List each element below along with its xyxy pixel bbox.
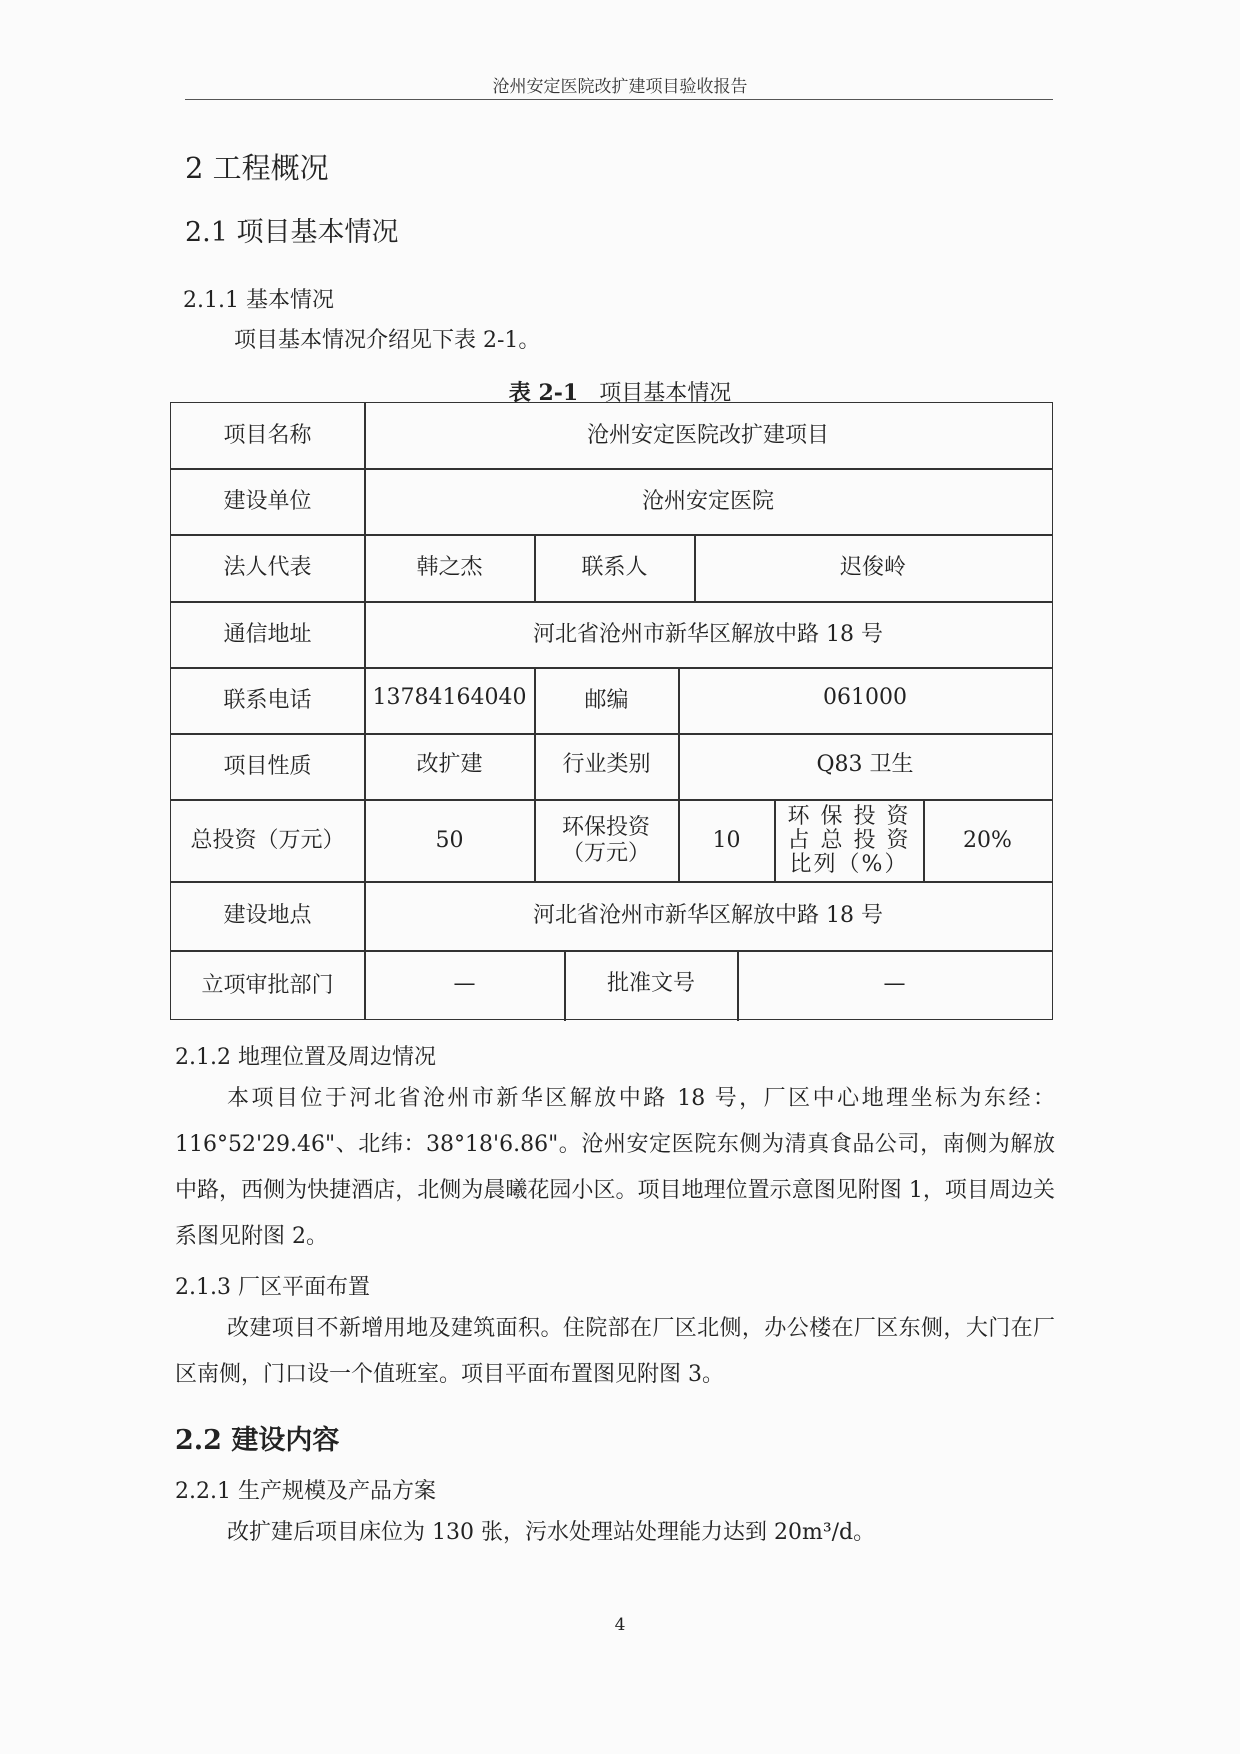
intro-text: 项目基本情况介绍见下表 2-1。 (234, 328, 541, 353)
value-project-name: 沧州安定医院改扩建项目 (586, 422, 829, 448)
label-contact-person: 联系人 (581, 555, 648, 580)
section-2-2-heading: 2.2 建设内容 (175, 1425, 340, 1456)
label-approval-department: 立项审批部门 (201, 973, 334, 998)
label-industry: 行业类别 (562, 752, 651, 777)
value-project-nature: 改扩建 (416, 752, 483, 777)
value-construction-site: 河北省沧州市新华区解放中路 18 号 (533, 903, 883, 928)
location-paragraph: 本项目位于河北省沧州市新华区解放中路 18 号，厂区中心地理坐标为东经：116°52'29.46"、北纬：38°18'6.86"。沧州安定医院东侧为清真食品公司，南侧为解放中路，西侧为快捷酒店，北侧为晨曦花园小区。项目地理位置示意图见附图 1，项目周边关系图见附图 2。 (175, 1086, 1055, 1249)
header-rule (185, 99, 1053, 100)
label-total-investment: 总投资（万元） (190, 827, 345, 853)
value-postcode: 061000 (823, 685, 907, 710)
value-total-investment: 50 (435, 827, 464, 853)
section-2-1-heading: 2.1 项目基本情况 (185, 217, 399, 248)
label-env-investment: 环保投资（万元） (561, 814, 650, 866)
layout-paragraph: 改建项目不新增用地及建筑面积。住院部在厂区北侧，办公楼在厂区东侧，大门在厂区南侧，门口设一个值班室。项目平面布置图见附图 3。 (175, 1316, 1055, 1387)
project-info-table (170, 402, 1053, 1020)
value-env-investment-ratio: 20% (963, 827, 1012, 853)
table-title: 项目基本情况 (599, 381, 732, 406)
label-construction-site: 建设地点 (223, 903, 312, 928)
label-approval-number: 批准文号 (606, 971, 695, 996)
label-project-nature: 项目性质 (223, 753, 312, 779)
value-phone: 13784164040 (372, 685, 527, 710)
page-number: 4 (614, 1615, 626, 1635)
section-2-1-1-heading: 2.1.1 基本情况 (183, 288, 334, 313)
value-contact-person: 迟俊岭 (839, 555, 906, 580)
section-2-2-1-heading: 2.2.1 生产规模及产品方案 (175, 1479, 436, 1504)
label-construction-unit: 建设单位 (223, 488, 312, 514)
section-2-1-2-heading: 2.1.2 地理位置及周边情况 (175, 1045, 436, 1070)
label-phone: 联系电话 (223, 687, 312, 713)
label-project-name: 项目名称 (223, 422, 312, 448)
section-2-1-3-heading: 2.1.3 厂区平面布置 (175, 1275, 370, 1300)
value-legal-representative: 韩之杰 (416, 555, 483, 580)
value-approval-department: — (453, 971, 476, 996)
scale-paragraph: 改扩建后项目床位为 130 张，污水处理站处理能力达到 20m³/d。 (227, 1520, 876, 1545)
label-legal-representative: 法人代表 (223, 555, 312, 580)
value-address: 河北省沧州市新华区解放中路 18 号 (533, 621, 883, 647)
value-construction-unit: 沧州安定医院 (641, 488, 774, 514)
section-2-heading: 2 工程概况 (185, 151, 329, 185)
label-postcode: 邮编 (584, 687, 629, 713)
value-industry: Q83 卫生 (816, 752, 914, 777)
label-address: 通信地址 (223, 621, 312, 647)
label-env-investment-ratio: 环 保 投 资 占 总 投 资 比列（%） (787, 803, 911, 877)
table-number: 表 2-1 (508, 380, 579, 406)
running-header: 沧州安定医院改扩建项目验收报告 (492, 77, 748, 97)
value-approval-number: — (883, 971, 906, 996)
value-env-investment: 10 (712, 827, 741, 853)
